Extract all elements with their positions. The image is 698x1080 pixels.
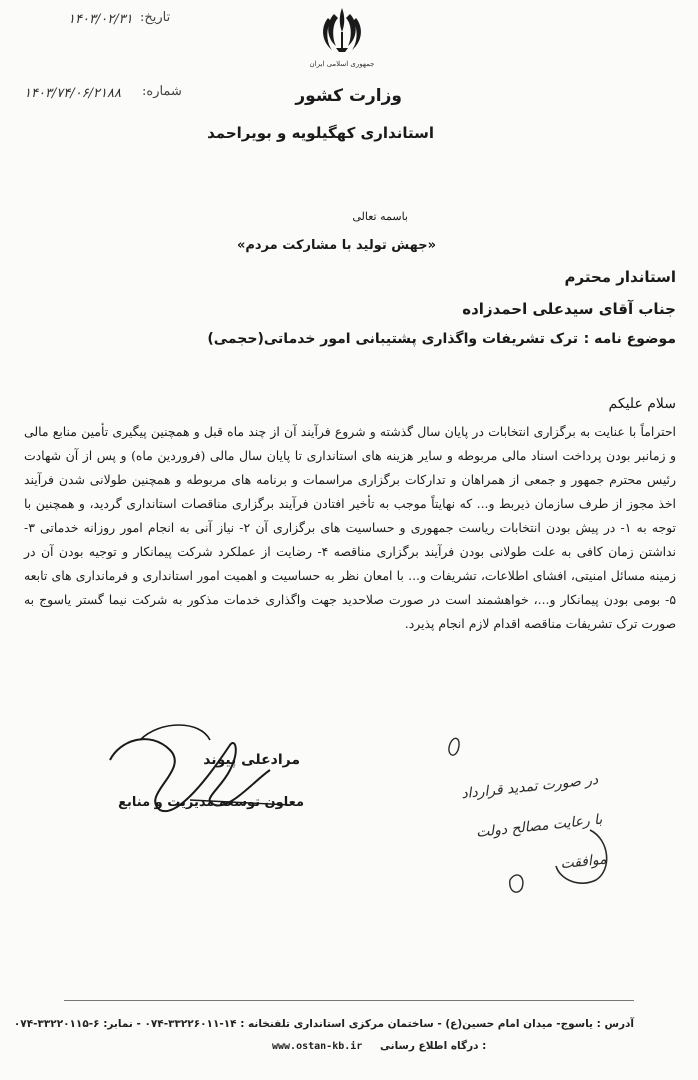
date-value: ۱۴۰۳/۰۲/۳۱ xyxy=(68,12,133,27)
subject-text: ترک تشریفات واگذاری پشتیبانی امور خدماتی(حجمی) xyxy=(207,331,578,347)
province-name: استانداری کهگیلویه و بویراحمد xyxy=(207,124,434,142)
iran-emblem-icon xyxy=(312,2,372,62)
slogan: «جهش تولید با مشارکت مردم» xyxy=(236,238,436,253)
basmala: باسمه تعالی xyxy=(352,210,408,223)
recipient-title: استاندار محترم xyxy=(564,268,676,286)
date-label: تاریخ: xyxy=(140,10,171,25)
greeting: سلام علیکم xyxy=(608,396,676,412)
footer-website: www.ostan-kb.ir xyxy=(272,1041,363,1052)
subject-label: موضوع نامه : xyxy=(583,331,676,347)
handwritten-line-2: با رعایت مصالح دولت xyxy=(475,811,604,841)
ministry-name: وزارت کشور xyxy=(295,86,402,106)
handwritten-line-1: در صورت تمدید قرارداد xyxy=(460,771,599,803)
number-value: ۱۴۰۳/۷۴/۰۶/۲۱۸۸ xyxy=(24,86,121,101)
emblem-caption: جمهوری اسلامی ایران xyxy=(309,60,375,68)
signatory-title: معاون توسعه مدیریت و منابع xyxy=(118,795,304,810)
handwritten-line-3: موافقت xyxy=(559,851,608,873)
footer-address: آدرس : یاسوج- میدان امام حسین(ع) - ساختمان مرکزی استانداری تلفنخانه : ۱۴-۳۳۲۲۶۰۱۱-۰۷۴ - نمابر: ۶-۳۳۲۲۰۱۱۵-۰۷۴ xyxy=(13,1018,634,1030)
signatory-name: مرادعلی پیوند xyxy=(203,752,300,768)
recipient-name: جناب آقای سیدعلی احمدزاده xyxy=(462,300,676,318)
footer-portal-label: : درگاه اطلاع رسانی xyxy=(380,1040,487,1052)
number-label: شماره: xyxy=(142,84,182,99)
letter-body: احتراماً با عنایت به برگزاری انتخابات در پایان سال گذشته و شروع فرآیند آن از چند ماه قبل و همچنین پیگیری تأمین منابع مالی و زمانبر بودن پرداخت اسناد مالی مربوطه و سایر هزینه های استانداری تا پایان سال مالی (فروردین ماه) و پس از آن شهادت رئیس محترم جمهور و جمعی از همراهان و تدارکات برگزاری مراسمات و برنامه های مربوطه و همچنین طولانی شدن فرآیند اخذ مجوز از طرف سازمان ذیربط و... که نهایتاً موجب به تأخیر افتادن فرآیند برگزاری مناقصات استانداری گردید، و همچنین با توجه به ۱- در پیش بودن انتخابات ریاست جمهوری و حساسیت های برگزاری آن ۲- نیاز آنی به انجام امور روزانه خدماتی ۳- نداشتن زمان کافی به علت طولانی بودن فرآیند برگزاری مناقصه ۴- رضایت از عملکرد شرکت پیمانکار و توجیه بودن آن در زمینه مسائل امنیتی، افشای اطلاعات، تشریفات و... با امعان نظر به حساسیت و اهمیت امور استانداری و فرمانداری های تابعه ۵- بومی بودن پیمانکار و...، خواهشمند است در صورت صلاحدید جهت واگذاری خدمات مذکور به شرکت نیما گستر یاسوج به صورت ترک تشریفات مناقصه اقدام لازم انجام پذیرد. xyxy=(24,424,676,631)
footer-divider xyxy=(64,1000,634,1001)
